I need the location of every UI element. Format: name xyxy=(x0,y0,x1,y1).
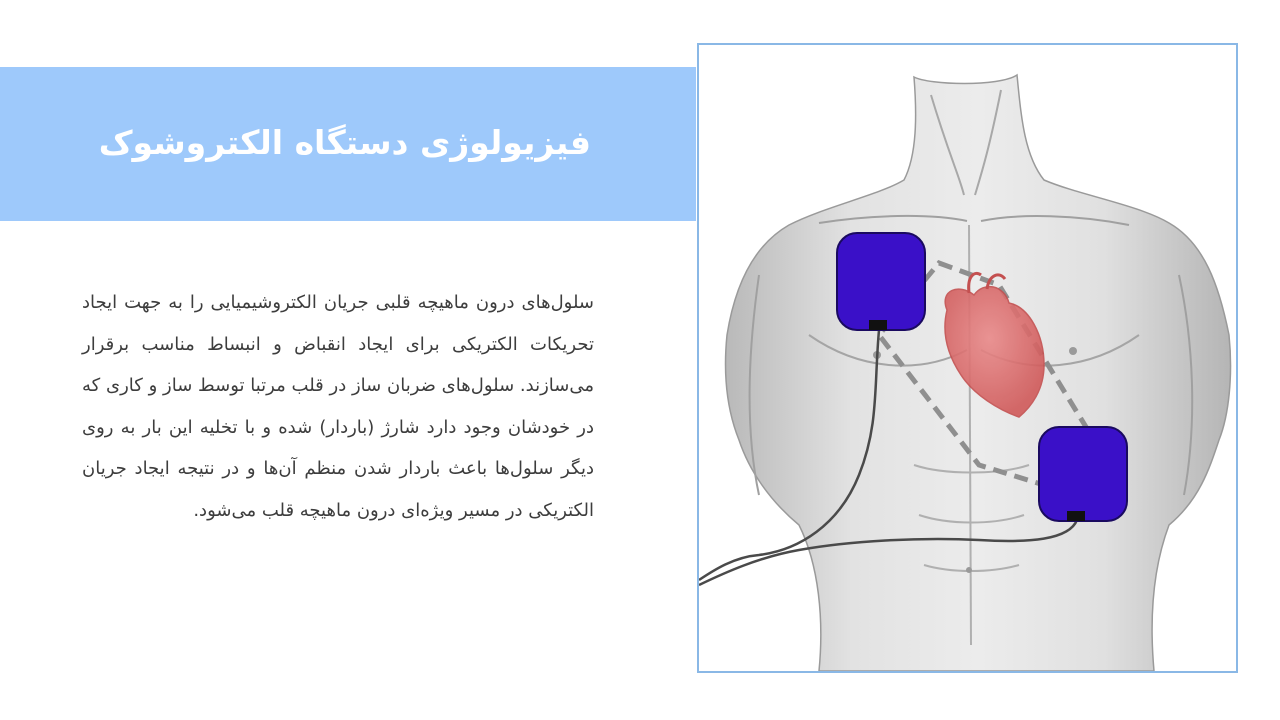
defibrillator-illustration xyxy=(697,43,1238,673)
slide-title: فیزیولوژی دستگاه الکتروشوک xyxy=(98,123,591,162)
electrode-pad-upper xyxy=(837,233,925,330)
electrode-pad-lower xyxy=(1039,427,1127,521)
body-paragraph: سلول‌های درون ماهیچه قلبی جریان الکتروشیمیایی را به جهت ایجاد تحریکات الکتریکی برای ایجاد انقباض و انبساط مناسب برقرار می‌سازند. سلول‌های ضربان ساز در قلب مرتبا توسط ساز و کاری که در خودشان وجود دارد شارژ (باردار) شده و با تخلیه این بار به روی دیگر سلول‌ها باعث باردار شدن منظم آن‌ها و در نتیجه ایجاد جریان الکتریکی در مسیر ویژه‌ای درون ماهیچه قلب می‌شود. xyxy=(82,292,594,521)
title-band xyxy=(0,67,696,221)
